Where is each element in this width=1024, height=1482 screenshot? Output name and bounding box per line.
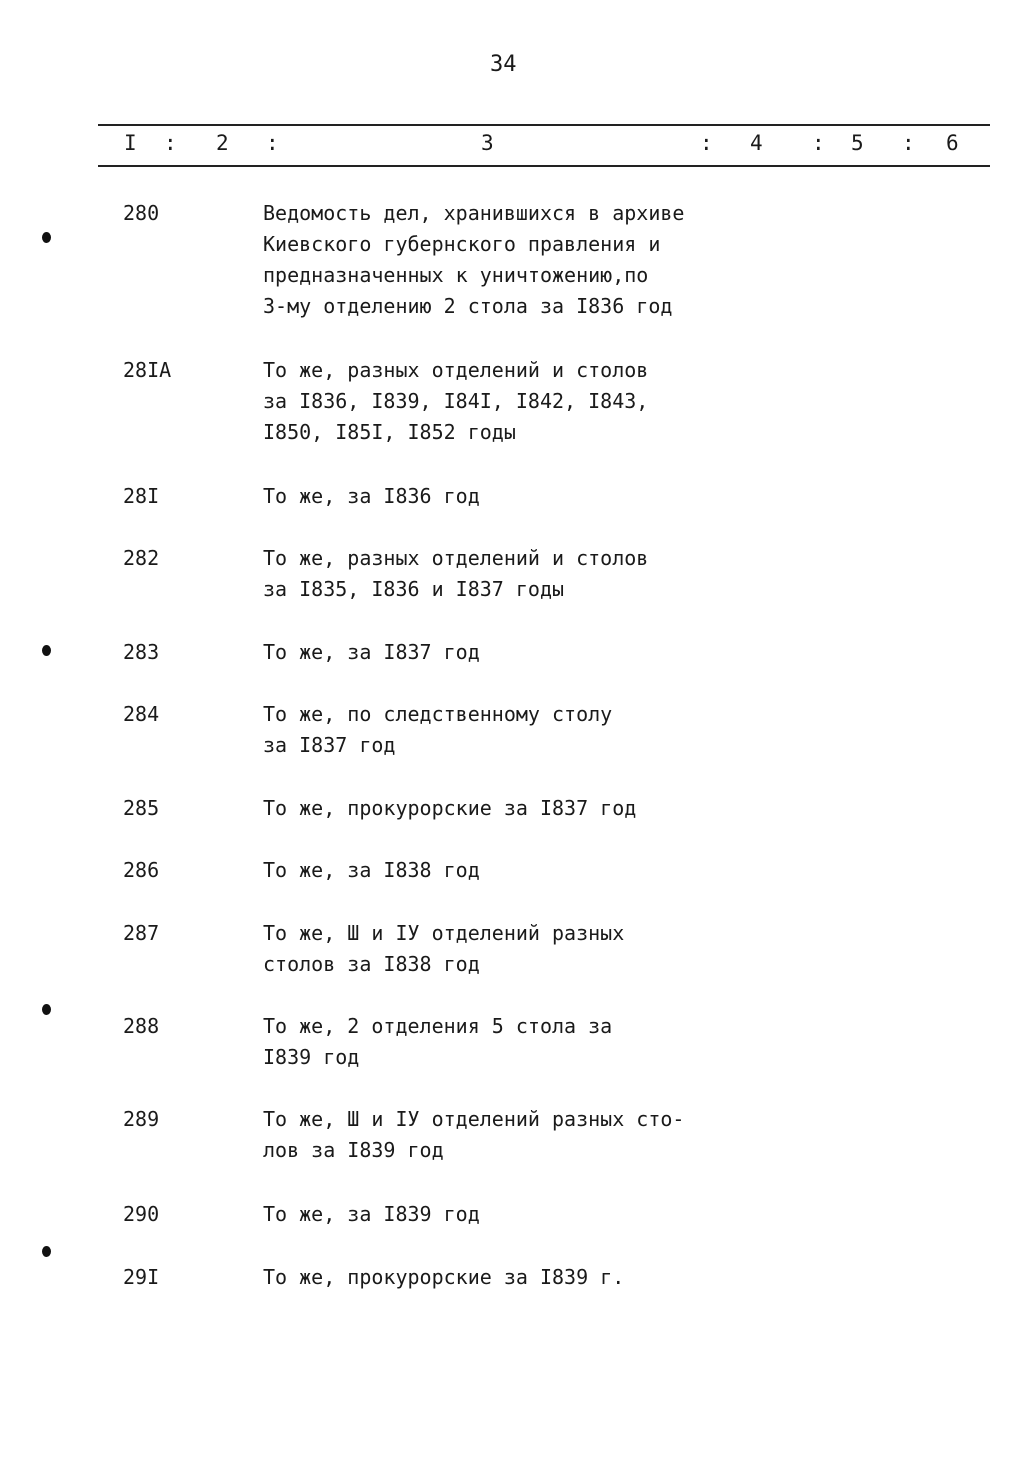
entry-number: 280 — [123, 201, 160, 225]
entry-description-line: То же, разных отделений и столов — [263, 358, 649, 382]
entry-description — [263, 1011, 733, 1073]
entry-description-line: Ведомость дел, хранившихся в архиве — [263, 201, 685, 225]
page-number: 34 — [490, 52, 517, 77]
entry-description-line: То же, Ш и IУ отделений разных — [263, 921, 625, 945]
punch-hole — [42, 232, 51, 243]
entry-description-line: за I837 год — [263, 733, 396, 757]
punch-hole — [42, 1004, 51, 1015]
entry-number: 290 — [123, 1202, 160, 1226]
entry-description-line: столов за I838 год — [263, 952, 480, 976]
entry-description-line: за I836, I839, I84I, I842, I843, — [263, 389, 649, 413]
entry-description-line: То же, за I838 год — [263, 858, 480, 882]
entry-number: 28I — [123, 484, 160, 508]
header-sep-5: : — [902, 131, 915, 155]
punch-hole — [42, 1246, 51, 1257]
entry-description — [263, 793, 733, 824]
entry-number: 289 — [123, 1107, 160, 1131]
entry-description — [263, 355, 733, 448]
header-sep-1: : — [164, 131, 177, 155]
entry-number: 285 — [123, 796, 160, 820]
entry-description — [263, 1199, 733, 1230]
entry-number: 282 — [123, 546, 160, 570]
header-sep-4: : — [812, 131, 825, 155]
entry-description-line: То же, прокурорские за I837 год — [263, 796, 637, 820]
entry-description-line: I839 год — [263, 1045, 360, 1069]
header-col-4: 4 — [750, 131, 763, 155]
header-col-6: 6 — [946, 131, 959, 155]
header-col-5: 5 — [851, 131, 864, 155]
entry-description — [263, 699, 733, 761]
entry-description-line: 3-му отделению 2 стола за I836 год — [263, 294, 673, 318]
entry-number: 283 — [123, 640, 160, 664]
header-col-3: 3 — [481, 131, 494, 155]
header-sep-2: : — [266, 131, 279, 155]
entry-description — [263, 855, 733, 886]
entry-description-line: за I835, I836 и I837 годы — [263, 577, 565, 601]
header-col-2: 2 — [216, 131, 229, 155]
entry-description-line: предназначенных к уничтожению,по — [263, 263, 649, 287]
entry-number: 28IA — [123, 358, 172, 382]
entry-description-line: То же, по следственному столу — [263, 702, 613, 726]
entry-description-line: лов за I839 год — [263, 1138, 444, 1162]
table-header — [0, 131, 1024, 159]
table-rule-bottom — [98, 165, 990, 167]
entry-description-line: То же, разных отделений и столов — [263, 546, 649, 570]
header-sep-3: : — [700, 131, 713, 155]
entry-description — [263, 543, 733, 605]
entry-number: 286 — [123, 858, 160, 882]
entry-description-line: То же, прокурорские за I839 г. — [263, 1265, 625, 1289]
entry-description — [263, 481, 733, 512]
entry-description-line: То же, Ш и IУ отделений разных сто- — [263, 1107, 685, 1131]
entry-description — [263, 1104, 733, 1166]
table-rule-top — [98, 124, 990, 126]
punch-hole — [42, 645, 51, 656]
entry-description-line: То же, за I836 год — [263, 484, 480, 508]
entry-description — [263, 1262, 733, 1293]
entry-description-line: То же, за I837 год — [263, 640, 480, 664]
entry-number: 287 — [123, 921, 160, 945]
entry-number: 284 — [123, 702, 160, 726]
entry-description — [263, 918, 733, 980]
header-col-1: I — [124, 131, 137, 155]
entry-number: 29I — [123, 1265, 160, 1289]
entry-description-line: Киевского губернского правления и — [263, 232, 661, 256]
entry-description-line: То же, за I839 год — [263, 1202, 480, 1226]
entry-description — [263, 198, 733, 322]
entry-description-line: I850, I85I, I852 годы — [263, 420, 516, 444]
entry-description — [263, 637, 733, 668]
entry-description-line: То же, 2 отделения 5 стола за — [263, 1014, 613, 1038]
entry-number: 288 — [123, 1014, 160, 1038]
